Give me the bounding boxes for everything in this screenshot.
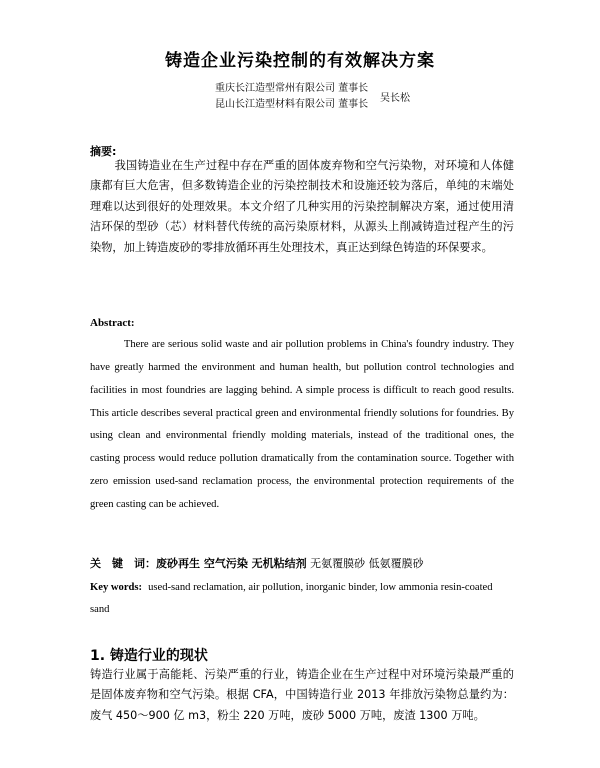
keywords-en (90, 577, 514, 621)
author-name: 吴长松 (380, 93, 410, 104)
keywords-zh (90, 555, 424, 571)
affiliation-line: 重庆长江造型常州有限公司 董事长 (215, 83, 369, 94)
affiliation-line: 昆山长江造型材料有限公司 董事长 (215, 99, 369, 110)
keywords-zh-terms: 无氨覆膜砂 低氨覆膜砂 (306, 557, 424, 570)
abstract-en-text: There are serious solid waste and air pollution problems in China's foundry industry. They have greatly harmed the environment and human health, but pollution control technologies and facilities in most foundries are lagging behind. A simple process is difficult to reach good results. This article describes several practical green and environmental friendly solutions for foundries. By using clean and environmental friendly molding materials, instead of the traditional ones, the casting process would reduce pollution dramatically from the contamination source. Together with zero emission used-sand reclamation process, the environmental protection requirements of the green casting can be achieved. (90, 339, 514, 510)
abstract-zh-text: 我国铸造业在生产过程中存在严重的固体废弃物和空气污染物，对环境和人体健康都有巨大危害，但多数铸造企业的污染控制技术和设施还较为落后，单纯的末端处理难以达到很好的处理效果。本文介绍了几种实用的污染控制解决方案，通过使用清洁环保的型砂（芯）材料替代传统的高污染原材料，从源头上削减铸造过程产生的污染物，加上铸造废砂的零排放循环再生处理技术，真正达到绿色铸造的环保要求。 (90, 159, 514, 254)
author-affiliations (215, 81, 368, 113)
paper-title: 铸造企业污染控制的有效解决方案 (165, 51, 435, 71)
keywords-zh-bold-terms: 废砂再生 空气污染 无机粘结剂 (156, 557, 307, 570)
section-heading: 1. 铸造行业的现状 (90, 648, 208, 664)
keywords-zh-label: 关 键 词： (90, 557, 156, 570)
section-paragraph: 铸造行业属于高能耗、污染严重的行业，铸造企业在生产过程中对环境污染最严重的是固体废弃物和空气污染。根据 CFA，中国铸造行业 2013 年排放污染物总量约为：废气 450～900 亿 m3，粉尘 220 万吨，废砂 5000 万吨，废渣 1300 万吨。 (90, 668, 514, 722)
keywords-en-label: Key words: (90, 582, 143, 593)
abstract-zh-heading: 摘要: (90, 145, 117, 158)
abstract-en-heading: Abstract: (90, 317, 135, 329)
keywords-en-terms: used-sand reclamation, air pollution, inorganic binder, low ammonia resin-coated sand (90, 582, 493, 615)
